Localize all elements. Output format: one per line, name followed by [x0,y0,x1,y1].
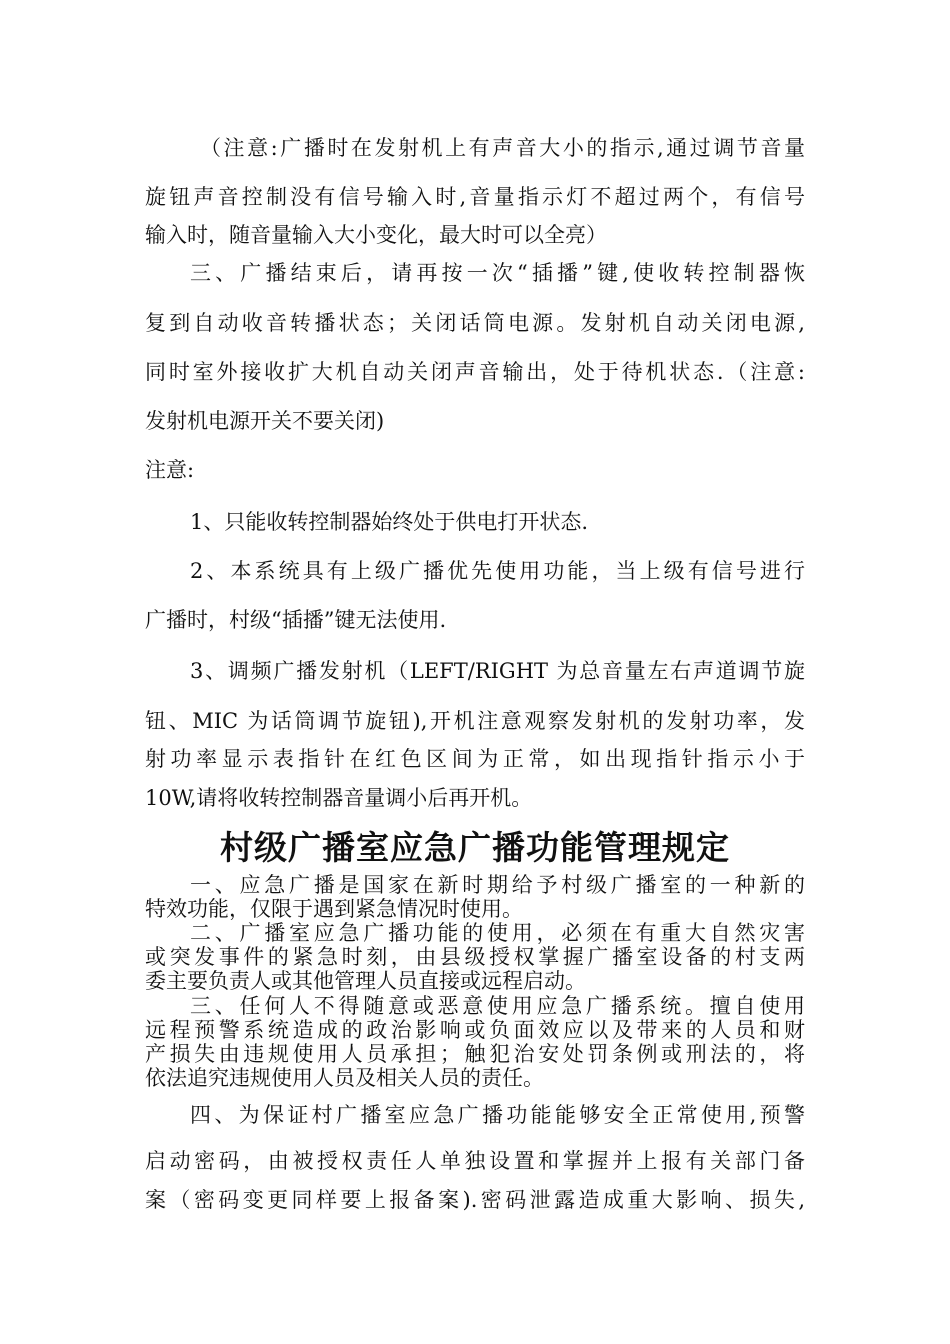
paragraph-line: 10W,请将收转控制器音量调小后再开机。 [145,786,533,810]
paragraph-line: 旋钮声音控制没有信号输入时,音量指示灯不超过两个，有信号 [145,185,805,209]
paragraph-line: 委主要负责人或其他管理人员直接或远程启动。 [145,970,586,992]
notice-label: 注意: [145,458,195,482]
paragraph-line: 一、应急广播是国家在新时期给予村级广播室的一种新的 [190,874,805,896]
paragraph-line: 远程预警系统造成的政治影响或负面效应以及带来的人员和财 [145,1019,805,1041]
paragraph-line: 三、广播结束后，请再按一次“插播”键,使收转控制器恢 [190,261,805,285]
paragraph-line: 复到自动收音转播状态；关闭话筒电源。发射机自动关闭电源, [145,311,805,335]
paragraph-line: 三、任何人不得随意或恶意使用应急广播系统。擅自使用 [190,995,805,1017]
paragraph-line: 依法追究违规使用人员及相关人员的责任。 [145,1067,544,1089]
paragraph-line: 3、调频广播发射机（LEFT/RIGHT 为总音量左右声道调节旋 [190,659,805,683]
paragraph-line: （注意:广播时在发射机上有声音大小的指示,通过调节音量 [200,136,805,160]
paragraph-line: 四、为保证村广播室应急广播功能能够安全正常使用,预警 [190,1103,805,1127]
paragraph-line: 输入时，随音量输入大小变化，最大时可以全亮） [145,223,607,247]
paragraph-line: 1、只能收转控制器始终处于供电打开状态. [190,510,589,534]
paragraph-line: 同时室外接收扩大机自动关闭声音输出，处于待机状态.（注意: [145,360,805,384]
paragraph-line: 广播时，村级“插播”键无法使用. [145,608,447,632]
section-heading: 村级广播室应急广播功能管理规定 [220,828,730,867]
paragraph-line: 射功率显示表指针在红色区间为正常，如出现指针指示小于 [145,747,805,771]
paragraph-line: 2、本系统具有上级广播优先使用功能，当上级有信号进行 [190,559,805,583]
paragraph-line: 启动密码，由被授权责任人单独设置和掌握并上报有关部门备 [145,1149,805,1173]
paragraph-line: 案（密码变更同样要上报备案).密码泄露造成重大影响、损失, [145,1188,805,1212]
paragraph-line: 二、广播室应急广播功能的使用，必须在有重大自然灾害 [190,922,805,944]
paragraph-line: 或突发事件的紧急时刻，由县级授权掌握广播室设备的村支两 [145,946,805,968]
paragraph-line: 钮、MIC 为话筒调节旋钮),开机注意观察发射机的发射功率，发 [145,709,805,733]
paragraph-line: 特效功能，仅限于遇到紧急情况时使用。 [145,898,523,920]
paragraph-line: 发射机电源开关不要关闭) [145,409,385,433]
paragraph-line: 产损失由违规使用人员承担；触犯治安处罚条例或刑法的，将 [145,1043,805,1065]
